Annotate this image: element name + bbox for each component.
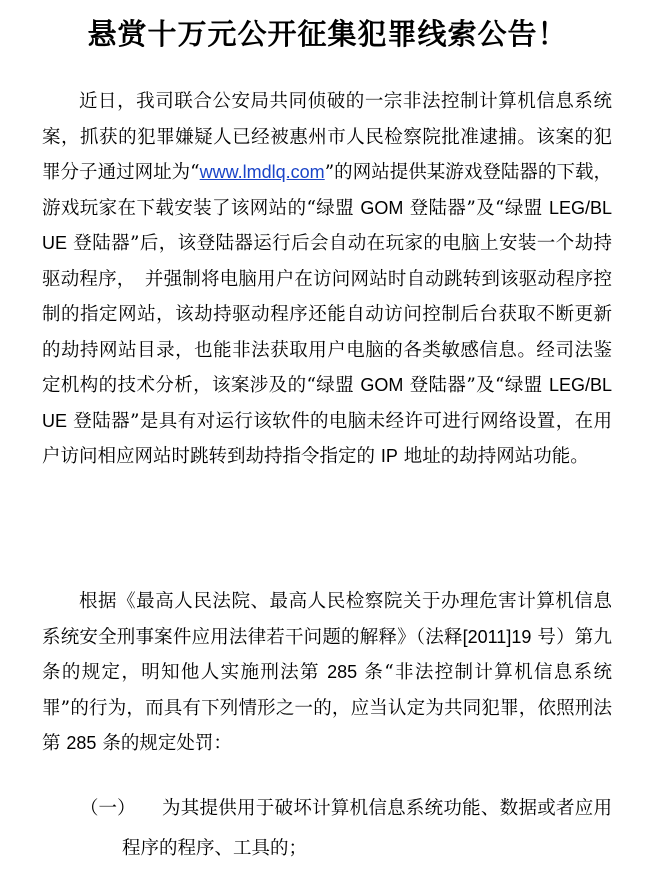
paragraph-legal-basis <box>42 584 612 762</box>
paragraph-text: 号）第九条的规定，明知他人实施刑法第 <box>42 626 612 683</box>
reference-number-text: [2011]19 <box>462 626 532 647</box>
list-marker: （一） <box>80 798 136 819</box>
list-item-text: 为其提供用于破坏计算机信息系统功能、数据或者应用程序的程序、工具的； <box>122 798 612 859</box>
paragraph-text: 近日，我司联合公安局共同侦破的一宗非法控制计算机信息系统案，抓获的犯罪嫌疑人已经被惠州市人民检察院批准逮捕。该案的犯罪分子通过网址为“ <box>42 91 612 183</box>
article-number-text: 285 <box>327 662 358 682</box>
paragraph-text: 登陆器”及“绿盟 <box>403 375 549 396</box>
paragraph-text: 登陆器”及“绿盟 <box>403 197 549 219</box>
product-name-text: GOM <box>360 197 404 218</box>
paragraph-text: 登陆器”后，该登陆器运行后会自动在玩家的电脑上安装一个劫持驱动程序， 并强制将电脑用户在访问网站时自动跳转到该驱动程序控制的指定网站，该劫持驱动程序还能自动访问控制后台获取不断更新的劫持网站目录，也能非法获取用户电脑的各类敏感信息。经司法鉴定机构的技术分析，该案涉及的“绿盟 <box>42 233 612 396</box>
page-title: 悬赏十万元公开征集犯罪线索公告！ <box>87 17 568 51</box>
ip-text: IP <box>380 446 398 466</box>
paragraph-text: 根据《最高人民法院、最高人民检察院关于办理危害计算机信息系统安全刑事案件应用法律若干问题的解释》（法释 <box>42 591 612 648</box>
paragraph-text: 地址的劫持网站功能。 <box>397 446 589 467</box>
product-name-text: LEG/BLUE <box>42 197 612 253</box>
website-link[interactable]: www.lmdlq.com <box>199 162 325 182</box>
paragraph-text: 条“非法控制计算机信息系统罪”的行为，而具有下列情形之一的，应当认定为共同犯罪，依照刑法第 <box>42 662 612 754</box>
paragraph-case-description <box>42 84 612 475</box>
paragraph-text: ”的网站提供某游戏登陆器的下载，游戏玩家在下载安装了该网站的“绿盟 <box>42 162 612 219</box>
paragraph-text: 条的规定处罚： <box>96 733 232 754</box>
product-name-text: GOM <box>360 375 404 395</box>
product-name-text: LEG/BLUE <box>42 375 612 431</box>
paragraph-text: 登陆器”是具有对运行该软件的电脑未经许可进行网络设置，在用户访问相应网站时跳转到劫持指令指定的 <box>42 410 612 467</box>
article-number-text: 285 <box>66 733 97 753</box>
